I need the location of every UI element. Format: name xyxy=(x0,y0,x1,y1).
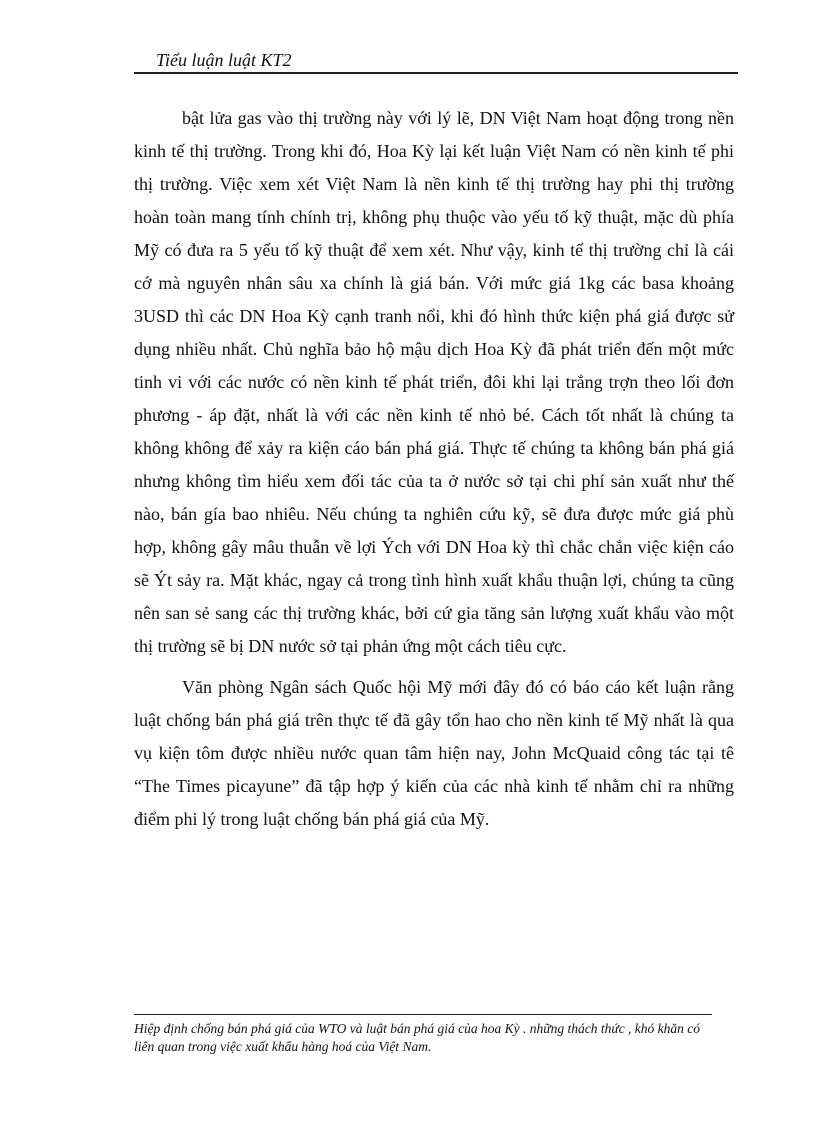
paragraph-2: Văn phòng Ngân sách Quốc hội Mỹ mới đây đó có báo cáo kết luận rằng luật chống bán phá giá trên thực tế đã gây tổn hao cho nền kinh tế Mỹ nhất là qua vụ kiện tôm được nhiều nước quan tâm hiện nay, John McQuaid công tác tại tê “The Times picayune” đã tập hợp ý kiến của các nhà kinh tế nhằm chỉ ra những điểm phi lý trong luật chống bán phá giá của Mỹ. xyxy=(134,677,734,829)
header-title: Tiểu luận luật KT2 xyxy=(156,50,292,70)
body-text xyxy=(134,102,734,836)
footer-divider xyxy=(134,1014,712,1015)
page-header xyxy=(134,50,738,74)
paragraph-1: bật lửa gas vào thị trường này với lý lẽ, DN Việt Nam hoạt động trong nền kinh tế thị trường. Trong khi đó, Hoa Kỳ lại kết luận Việt Nam có nền kinh tế phi thị trường. Việc xem xét Việt Nam là nền kinh tế thị trường hay phi thị trường hoàn toàn mang tính chính trị, không phụ thuộc vào yếu tố kỹ thuật, mặc dù phía Mỹ có đưa ra 5 yếu tố kỹ thuật để xem xét. Như vậy, kinh tế thị trường chỉ là cái cớ mà nguyên nhân sâu xa chính là giá bán. Với mức giá 1kg các basa khoảng 3USD thì các DN Hoa Kỳ cạnh tranh nổi, khi đó hình thức kiện phá giá được sử dụng nhiều nhất. Chủ nghĩa bảo hộ mậu dịch Hoa Kỳ đã phát triển đến một mức tinh vi với các nước có nền kinh tế phát triển, đôi khi lại trắng trợn theo lối đơn phương - áp đặt, nhất là với các nền kinh tế nhỏ bé. Cách tốt nhất là chúng ta không không để xảy ra kiện cáo bán phá giá. Thực tế chúng ta không bán phá giá nhưng không tìm hiểu xem đối tác của ta ở nước sở tại chi phí sản xuất như thế nào, bán gía bao nhiêu. Nếu chúng ta nghiên cứu kỹ, sẽ đưa được mức giá phù hợp, không gây mâu thuẫn về lợi Ých với DN Hoa kỳ thì chắc chắn việc kiện cáo sẽ Ýt sảy ra. Mặt khác, ngay cả trong tình hình xuất khẩu thuận lợi, chúng ta cũng nên san sẻ sang các thị trường khác, bởi cứ gia tăng sản lượng xuất khẩu vào một thị trường sẽ bị DN nước sở tại phản ứng một cách tiêu cực. xyxy=(134,108,734,656)
footer-text: Hiệp định chống bán phá giá của WTO và luật bán phá giá của hoa Kỳ . những thách thức , khó khăn có liên quan trong việc xuất khẩu hàng hoá của Việt Nam. xyxy=(134,1021,701,1054)
